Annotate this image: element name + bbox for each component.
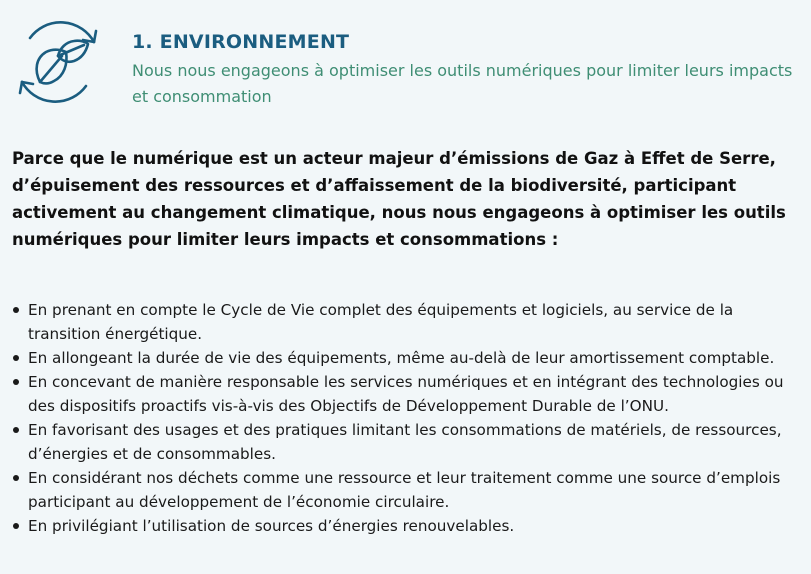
list-item <box>12 514 804 538</box>
list-item-text: En privilégiant l’utilisation de sources d’énergies renouvelables. <box>28 517 515 535</box>
commitment-list <box>12 298 804 538</box>
bullet-icon <box>13 427 19 433</box>
bullet-icon <box>13 523 19 529</box>
list-item <box>12 298 804 346</box>
list-item <box>12 466 804 514</box>
list-item-text: En favorisant des usages et des pratiques limitant les consommations de matériels, de ressources, d’énergies et de consommables. <box>28 421 782 463</box>
bullet-icon <box>13 475 19 481</box>
list-item <box>12 346 804 370</box>
bullet-icon <box>13 379 19 385</box>
bullet-icon <box>13 355 19 361</box>
list-item-text: En allongeant la durée de vie des équipements, même au-delà de leur amortissement comptable. <box>28 349 775 367</box>
leaf-recycle-icon <box>10 14 106 110</box>
list-item-text: En prenant en compte le Cycle de Vie complet des équipements et logiciels, au service de la transition énergétique. <box>28 301 734 343</box>
list-item <box>12 418 804 466</box>
list-item-text: En considérant nos déchets comme une ressource et leur traitement comme une source d’emplois participant au développement de l’économie circulaire. <box>28 469 781 511</box>
section-title: 1. ENVIRONNEMENT <box>132 31 350 53</box>
list-item-text: En concevant de manière responsable les services numériques et en intégrant des technologies ou des dispositifs proactifs vis-à-vis des Objectifs de Développement Durable de l’ONU. <box>28 373 784 415</box>
bullet-icon <box>13 307 19 313</box>
intro-paragraph: Parce que le numérique est un acteur majeur d’émissions de Gaz à Effet de Serre, d’épuisement des ressources et d’affaissement de la biodiversité, participant activement au changement climatique, nous nous engageons à optimiser les outils numériques pour limiter leurs impacts et consommations : <box>12 149 786 249</box>
section-subtitle: Nous nous engageons à optimiser les outils numériques pour limiter leurs impacts et consommation <box>132 61 793 106</box>
list-item <box>12 370 804 418</box>
